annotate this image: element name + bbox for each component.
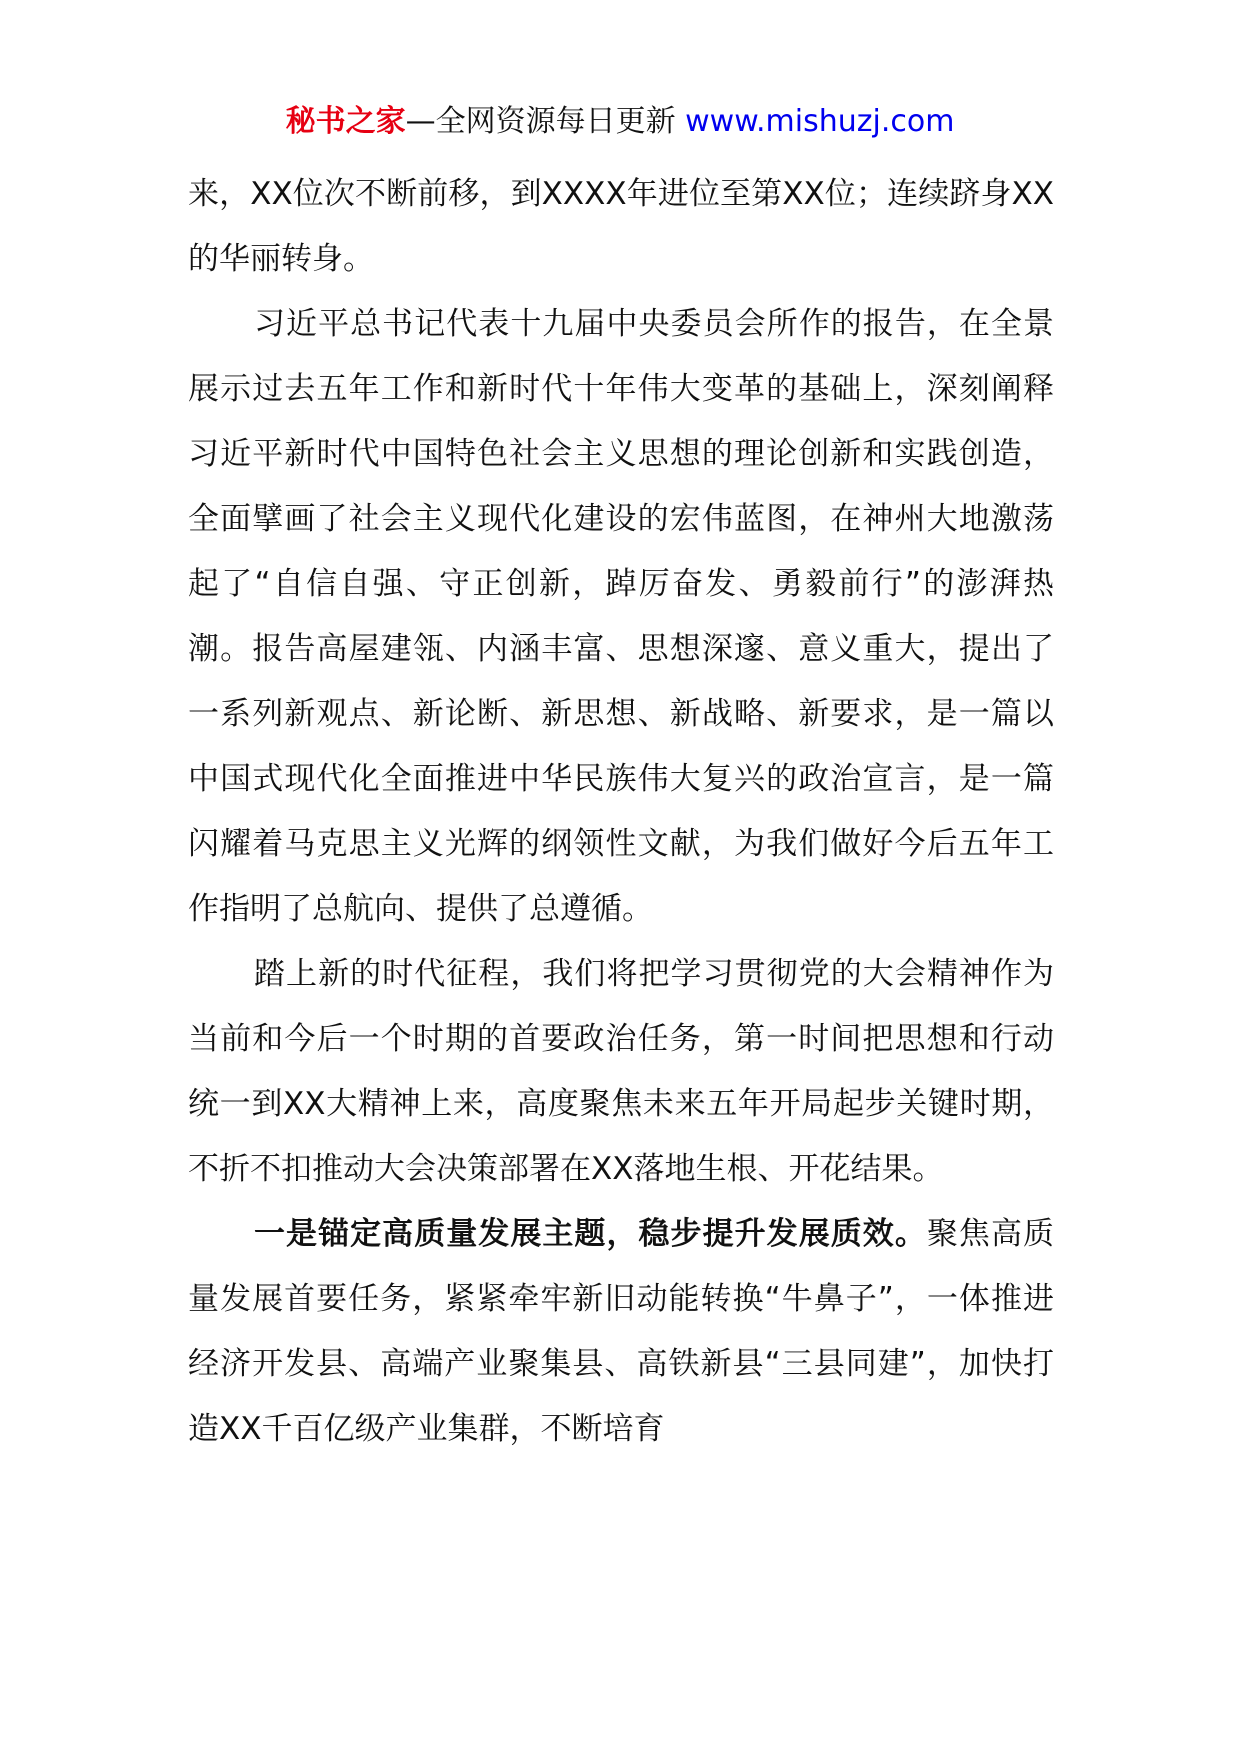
site-header	[0, 100, 1240, 144]
point-one-body: 聚焦高质量发展首要任务，紧紧牵牢新旧动能转换“牛鼻子”，一体推进经济开发县、高端产业聚集县、高铁新县“三县同建”，加快打造XX千百亿级产业集群，不断培育	[188, 1216, 1054, 1447]
document-body	[188, 162, 1054, 1462]
site-url-link[interactable]: www.mishuzj.com	[685, 104, 955, 139]
paragraph-continued: 来，XX位次不断前移，到XXXX年进位至第XX位；连续跻身XX的华丽转身。	[188, 176, 1054, 277]
paragraph-report: 习近平总书记代表十九届中央委员会所作的报告，在全景展示过去五年工作和新时代十年伟大变革的基础上，深刻阐释习近平新时代中国特色社会主义思想的理论创新和实践创造，全面擘画了社会主义现代化建设的宏伟蓝图，在神州大地激荡起了“自信自强、守正创新，踔厉奋发、勇毅前行”的澎湃热潮。报告高屋建瓴、内涵丰富、思想深邃、意义重大，提出了一系列新观点、新论断、新思想、新战略、新要求，是一篇以中国式现代化全面推进中华民族伟大复兴的政治宣言，是一篇闪耀着马克思主义光辉的纲领性文献，为我们做好今后五年工作指明了总航向、提供了总遵循。	[188, 306, 1054, 927]
paragraph-new-journey: 踏上新的时代征程，我们将把学习贯彻党的大会精神作为当前和今后一个时期的首要政治任务，第一时间把思想和行动统一到XX大精神上来，高度聚焦未来五年开局起步关键时期，不折不扣推动大会决策部署在XX落地生根、开花结果。	[188, 956, 1054, 1187]
paragraph-point-one	[188, 1202, 1054, 1462]
point-one-heading: 一是锚定高质量发展主题，稳步提升发展质效。	[254, 1216, 927, 1252]
site-brand: 秘书之家	[285, 104, 406, 139]
site-tagline: —全网资源每日更新	[405, 104, 676, 139]
